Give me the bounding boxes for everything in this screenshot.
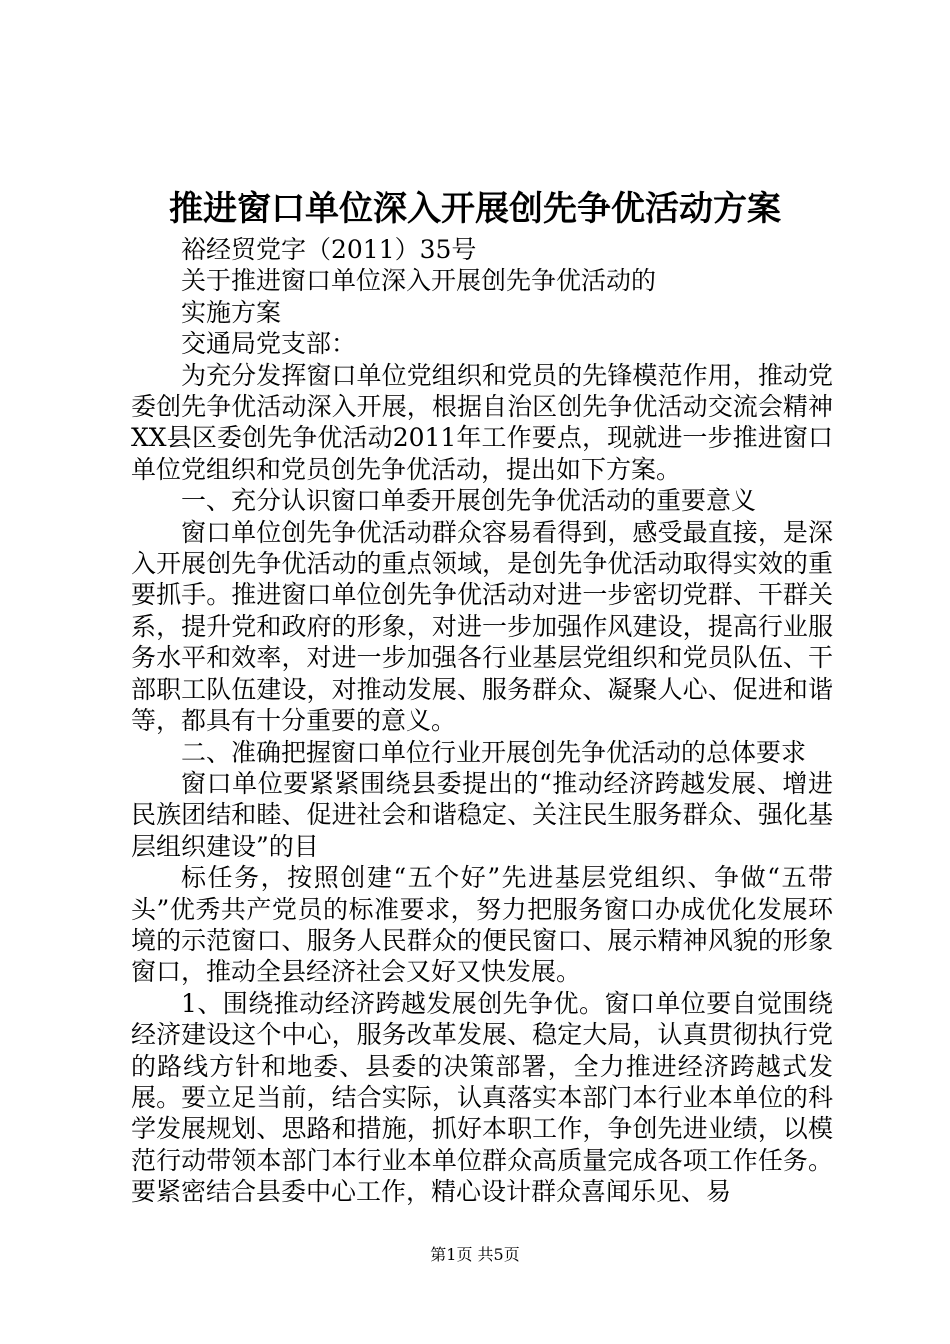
page-footer: 第1页 共5页 [430,1245,520,1264]
paragraph: 标任务，按照创建“五个好”先进基层党组织、争做“五带头”优秀共产党员的标准要求，努力把服务窗口办成优化发展环境的示范窗口、服务人民群众的便民窗口、展示精神风貌的形象窗口，推动全县经济社会又好又快发展。 [131,863,833,987]
recipient: 交通局党支部： [181,329,357,359]
paragraph: 窗口单位要紧紧围绕县委提出的“推动经济跨越发展、增进民族团结和睦、促进社会和谐稳定、关注民生服务群众、强化基层组织建设”的目 [131,768,833,861]
section-heading: 一、充分认识窗口单委开展创先争优活动的重要意义 [181,486,757,516]
paragraph: 为充分发挥窗口单位党组织和党员的先锋模范作用，推动党委创先争优活动深入开展，根据自治区创先争优活动交流会精神XX县区委创先争优活动2011年工作要点，现就进一步推进窗口单位党组织和党员创先争优活动，提出如下方案。 [131,360,833,484]
doc-number: 裕经贸党字（2011）35号 [181,235,477,264]
paragraph: 窗口单位创先争优活动群众容易看得到，感受最直接，是深入开展创先争优活动的重点领域，是创先争优活动取得实效的重要抓手。推进窗口单位创先争优活动对进一步密切党群、干群关系，提升党和政府的形象，对进一步加强作风建设，提高行业服务水平和效率，对进一步加强各行业基层党组织和党员队伍、干部职工队伍建设，对推动发展、服务群众、凝聚人心、促进和谐等，都具有十分重要的意义。 [131,517,833,736]
document-body [131,234,833,1208]
document-title: 推进窗口单位深入开展创先争优活动方案 [169,189,781,229]
subtitle-line-2: 实施方案 [181,297,282,327]
section-heading: 二、准确把握窗口单位行业开展创先争优活动的总体要求 [181,737,807,767]
paragraph: 1、围绕推动经济跨越发展创先争优。窗口单位要自觉围绕经济建设这个中心，服务改革发展、稳定大局，认真贯彻执行党的路线方针和地委、县委的决策部署，全力推进经济跨越式发展。要立足当前，结合实际，认真落实本部门本行业本单位的科学发展规划、思路和措施，抓好本职工作，争创先进业绩，以模范行动带领本部门本行业本单位群众高质量完成各项工作任务。要紧密结合县委中心工作，精心设计群众喜闻乐见、易 [131,988,833,1207]
subtitle-line-1: 关于推进窗口单位深入开展创先争优活动的 [181,266,657,296]
